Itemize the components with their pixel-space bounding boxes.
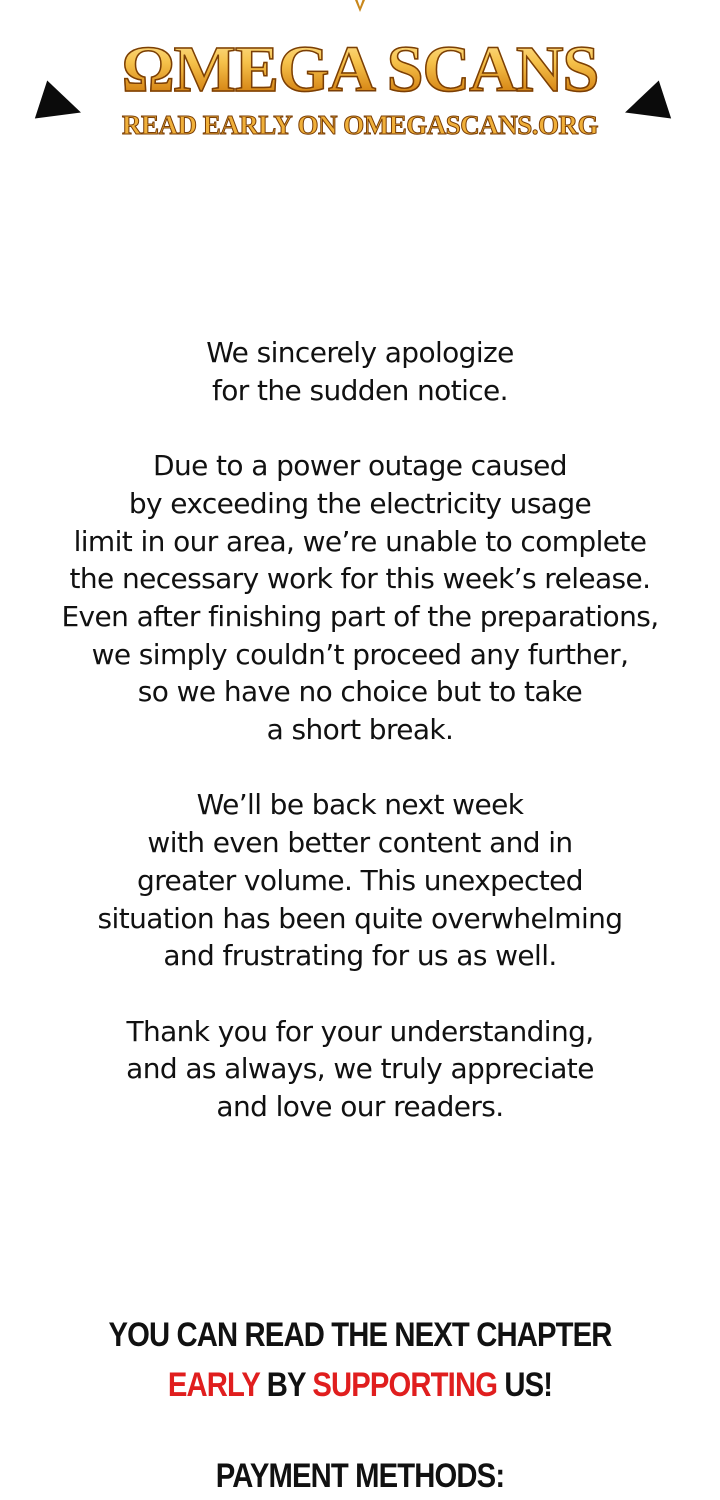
notice-line: We sincerely apologize: [206, 336, 514, 369]
support-call-to-action: [50, 1310, 669, 1410]
crest-ornament-icon: [352, 0, 368, 14]
notice-line: greater volume. This unexpected: [137, 863, 583, 897]
notice-line: the necessary work for this week’s release.: [69, 562, 651, 596]
notice-line: and frustrating for us as well.: [163, 939, 557, 973]
notice-line: situation has been quite overwhelming: [97, 901, 623, 935]
cta-line-2: [50, 1360, 669, 1410]
notice-line: for the sudden notice.: [212, 373, 508, 407]
logo-subtitle: READ EARLY ON OMEGASCANS.ORG: [121, 110, 599, 140]
notice-line: Thank you for your understanding,: [126, 1014, 594, 1048]
cta-line-1: YOU CAN READ THE NEXT CHAPTER: [108, 1316, 612, 1354]
notice-line: and love our readers.: [216, 1090, 504, 1124]
notice-line: limit in our area, we’re unable to complete: [73, 524, 647, 558]
right-triangle-icon: [619, 80, 671, 131]
notice-line: We’ll be back next week: [196, 788, 524, 822]
notice-line: Due to a power outage caused: [153, 449, 567, 483]
notice-line: and as always, we truly appreciate: [126, 1052, 594, 1086]
left-triangle-icon: [35, 80, 87, 131]
cta-early-highlight: EARLY: [167, 1366, 260, 1404]
payment-methods-heading: PAYMENT METHODS:: [215, 1457, 505, 1495]
cta-by-text: BY: [259, 1366, 313, 1404]
cta-supporting-highlight: SUPPORTING: [312, 1366, 498, 1404]
header-banner: [0, 0, 720, 160]
notice-line: a short break.: [266, 713, 454, 747]
notice-paragraph: [20, 447, 700, 749]
notice-paragraph: [20, 334, 700, 409]
notice-line: Even after finishing part of the preparations,: [61, 599, 659, 633]
notice-line: we simply couldn’t proceed any further,: [91, 637, 629, 671]
logo-title: ΩMEGA SCANS: [95, 30, 625, 110]
notice-line: so we have no choice but to take: [137, 675, 583, 709]
notice-paragraph: [20, 1013, 700, 1126]
notice-line: by exceeding the electricity usage: [128, 486, 592, 520]
notice-line: with even better content and in: [147, 826, 573, 860]
notice-text: [20, 334, 700, 1163]
notice-paragraph: [20, 786, 700, 975]
cta-us-text: US!: [497, 1366, 553, 1404]
